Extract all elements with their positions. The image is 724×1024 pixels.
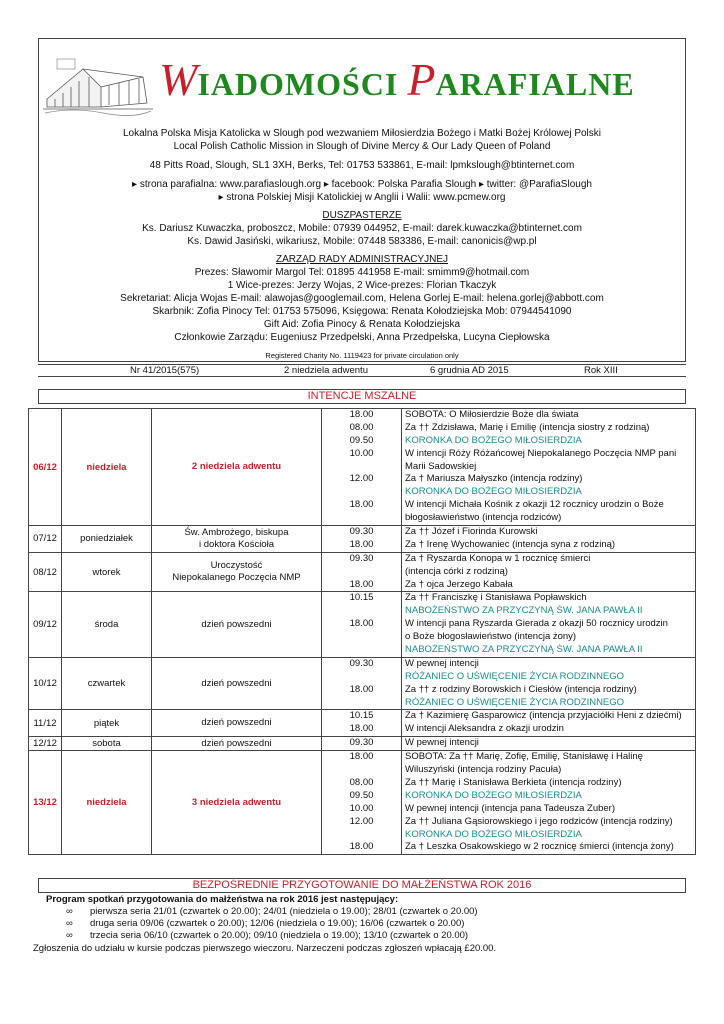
times-cell	[322, 710, 402, 737]
intention-line: W pewnej intencji	[405, 657, 479, 669]
mass-time: 09.30	[349, 552, 374, 564]
mass-time: 10.15	[349, 592, 374, 604]
date-cell	[29, 657, 62, 710]
date-text: 11/12	[33, 717, 57, 729]
infinity-bullet-icon: ∞	[66, 918, 73, 930]
table-row	[29, 552, 696, 592]
weekday-text: środa	[94, 619, 119, 631]
charity-number: Registered Charity No. 1119423 for private circulation only	[265, 351, 459, 360]
mass-time	[322, 486, 401, 499]
date-cell	[29, 526, 62, 553]
table-row	[29, 710, 696, 737]
date-text: 10/12	[33, 678, 57, 690]
intention-line: NABOŻEŃSTWO ZA PRZYCZYNĄ ŚW. JANA PAWŁA II	[405, 605, 643, 617]
intention-line: Za † Mariusza Małyszko (intencja rodziny)	[405, 473, 583, 485]
issue-year: Rok XIII	[584, 365, 618, 376]
masses-heading: INTENCJE MSZALNE	[38, 389, 686, 404]
mass-time: 09.30	[349, 526, 374, 538]
table-row	[29, 409, 696, 526]
intentions-cell	[402, 657, 696, 710]
table-row	[29, 657, 696, 710]
mass-time: 09.30	[349, 657, 374, 669]
feast-text: dzień powszedni	[201, 618, 272, 630]
intentions-cell	[402, 592, 696, 657]
feast-cell	[152, 552, 322, 592]
intention-line: Wiluszyński (intencja rodziny Pacuła)	[405, 764, 562, 776]
mass-time: 12.00	[349, 815, 374, 827]
intention-line: RÓŻANIEC O UŚWIĘCENIE ŻYCIA RODZINNEGO	[405, 696, 625, 708]
intention-line: Za † Kazimierę Gasparowicz (intencja przyjaciółki Heni z dziećmi)	[405, 710, 682, 722]
weekday-text: niedziela	[86, 461, 127, 473]
times-cell	[322, 592, 402, 657]
intentions-cell	[402, 552, 696, 592]
mass-time: 18.00	[349, 683, 374, 695]
times-cell	[322, 657, 402, 710]
feast-text: dzień powszedni	[201, 737, 272, 749]
intentions-cell	[402, 751, 696, 855]
mass-time: 08.00	[349, 421, 374, 433]
marriage-intro: Program spotkań przygotowania do małżeństwa na rok 2016 jest następujący:	[46, 894, 399, 905]
intention-line: W pewnej intencji	[405, 737, 479, 749]
table-row	[29, 751, 696, 855]
mass-time: 18.00	[349, 723, 374, 735]
mass-time	[322, 631, 401, 644]
mass-time	[322, 461, 401, 474]
intentions-cell	[402, 526, 696, 553]
weekday-cell	[62, 552, 152, 592]
list-item: ∞ pierwsza seria 21/01 (czwartek o 20.00); 24/01 (niedziela o 19.00); 28/01 (czwartek o 20.00)	[66, 906, 478, 917]
date-cell	[29, 710, 62, 737]
issue-number: Nr 41/2015(575)	[130, 365, 200, 376]
mass-time	[322, 566, 401, 579]
mass-time: 09.50	[349, 789, 374, 801]
list-item: ∞ druga seria 09/06 (czwartek o 20.00); 12/06 (niedziela o 19.00); 16/06 (czwartek o 20.00)	[66, 918, 465, 930]
parish-links[interactable]: ▸ strona parafialna: www.parafiaslough.org ▸ facebook: Polska Parafia Slough ▸ twitter: @ParafiaSlough	[132, 179, 592, 190]
mass-time: 18.00	[349, 499, 374, 511]
issue-sunday: 2 niedziela adwentu	[284, 365, 368, 376]
list-item: ∞ trzecia seria 06/10 (czwartek o 20.00); 09/10 (niedziela o 19.00); 13/10 (czwartek o 20.00)	[66, 930, 469, 942]
mass-time	[322, 671, 401, 684]
issue-date: 6 grudnia AD 2015	[430, 365, 509, 376]
feast-text: dzień powszedni	[201, 677, 272, 689]
board-giftaid: Gift Aid: Zofia Pinocy & Renata Kołodziejska	[263, 319, 461, 330]
feast-cell	[152, 592, 322, 657]
weekday-cell	[62, 737, 152, 751]
marriage-heading: BEZPOŚREDNIE PRZYGOTOWANIE DO MAŁŻEŃSTWA ROK 2016	[38, 878, 686, 893]
intention-line: Za †† z rodziny Borowskich i Ciesłów (intencja rodziny)	[405, 683, 637, 695]
board-members: Członkowie Zarządu: Eugeniusz Przedpełski, Anna Przedpełska, Lucyna Ciepłowska	[174, 332, 550, 343]
intention-line: błogosławieństwo (intencja rodziców)	[405, 512, 562, 524]
date-text: 08/12	[33, 566, 57, 578]
mass-time: 12.00	[349, 473, 374, 485]
feast-cell	[152, 751, 322, 855]
mass-time	[322, 764, 401, 777]
date-cell	[29, 737, 62, 751]
intention-line: o Boże błogosławieństwo (intencja żony)	[405, 631, 577, 643]
clergy-pastor: Ks. Dariusz Kuwaczka, proboszcz, Mobile: 07939 044952, E-mail: darek.kuwaczka@btinternet.com	[142, 223, 582, 234]
weekday-text: niedziela	[86, 797, 127, 809]
mass-time	[322, 697, 401, 710]
feast-text: i doktora Kościoła	[199, 538, 274, 550]
date-cell	[29, 409, 62, 526]
mass-time	[322, 829, 401, 842]
mass-time: 10.00	[349, 802, 374, 814]
feast-text: 3 niedziela adwentu	[191, 796, 282, 808]
intention-line: KORONKA DO BOŻEGO MIŁOSIERDZIA	[405, 434, 582, 446]
date-cell	[29, 751, 62, 855]
intention-line: W intencji pana Ryszarda Gierada z okazji 50 rocznicy urodzin	[405, 618, 668, 630]
intention-line: (intencja córki z rodziną)	[405, 565, 508, 577]
intention-line: Za † Ryszarda Konopa w 1 rocznicę śmierci	[405, 552, 591, 564]
infinity-bullet-icon: ∞	[66, 906, 73, 917]
intentions-cell	[402, 710, 696, 737]
intention-line: SOBOTA: O Miłosierdzie Boże dla świata	[405, 409, 579, 420]
board-secretary: Sekretariat: Alicja Wojas E-mail: alawojas@googlemail.com, Helena Gorlej E-mail: helena.gorlej@abbott.com	[120, 293, 604, 304]
intention-line: Za † Leszka Osakowskiego w 2 rocznicę śmierci (intencja żony)	[405, 841, 674, 853]
feast-cell	[152, 526, 322, 553]
weekday-text: poniedziałek	[80, 533, 133, 545]
intention-line: Za †† Józef i Fiorinda Kurowski	[405, 526, 538, 538]
newsletter-title: WIADOMOŚCI PARAFIALNE	[159, 54, 635, 105]
mass-time: 18.00	[349, 409, 374, 420]
mass-time	[322, 644, 401, 657]
board-heading: ZARZĄD RADY ADMINISTRACYJNEJ	[275, 254, 449, 265]
issue-bar	[38, 364, 686, 377]
weekday-cell	[62, 657, 152, 710]
weekday-cell	[62, 592, 152, 657]
mass-time: 09.30	[349, 737, 374, 749]
times-cell	[322, 552, 402, 592]
mass-time: 10.00	[349, 447, 374, 459]
date-text: 07/12	[33, 533, 57, 545]
intention-line: Za †† Marię i Stanisława Berkieta (intencja rodziny)	[405, 776, 622, 788]
feast-text: 2 niedziela adwentu	[191, 461, 282, 472]
feast-text: Niepokalanego Poczęcia NMP	[172, 572, 301, 584]
date-text: 09/12	[33, 619, 57, 631]
clergy-vicar: Ks. Dawid Jasiński, wikariusz, Mobile: 07448 583386, E-mail: canonicis@wp.pl	[187, 236, 537, 247]
times-cell	[322, 737, 402, 751]
mass-time	[322, 605, 401, 618]
intention-line: RÓŻANIEC O UŚWIĘCENIE ŻYCIA RODZINNEGO	[405, 670, 625, 682]
parish-address: 48 Pitts Road, Slough, SL1 3XH, Berks, Tel: 01753 533861, E-mail: lpmkslough@btinternet.com	[149, 160, 575, 171]
intentions-cell	[402, 409, 696, 526]
intention-line: Marii Sadowskiej	[405, 460, 477, 472]
intentions-cell	[402, 737, 696, 751]
clergy-heading: DUSZPASTERZE	[322, 210, 402, 221]
weekday-text: sobota	[92, 738, 121, 750]
infinity-bullet-icon: ∞	[66, 930, 73, 942]
date-text: 06/12	[33, 461, 57, 473]
weekday-cell	[62, 710, 152, 737]
weekday-text: czwartek	[87, 678, 126, 690]
intention-line: Za † ojca Jerzego Kabała	[405, 578, 513, 590]
mass-time	[322, 512, 401, 525]
mass-intentions-table	[28, 408, 696, 855]
marriage-program	[33, 894, 686, 955]
mass-time: 10.15	[349, 710, 374, 722]
weekday-cell	[62, 526, 152, 553]
table-row	[29, 737, 696, 751]
intention-line: Za †† Franciszkę i Stanisława Popławskich	[405, 592, 587, 604]
mass-time: 18.00	[349, 578, 374, 590]
weekday-cell	[62, 751, 152, 855]
intention-line: W intencji Michała Kośnik z okazji 12 rocznicy urodzin o Boże	[405, 499, 664, 511]
date-text: 13/12	[33, 797, 57, 809]
intention-line: Za †† Zdzisława, Marię i Emilię (intencja siostry z rodziną)	[405, 421, 650, 433]
intention-line: Za † Irenę Wychowaniec (intencja syna z rodziną)	[405, 538, 616, 550]
mass-time: 18.00	[349, 751, 374, 763]
subtitle-en: Local Polish Catholic Mission in Slough of Divine Mercy & Our Lady Queen of Poland	[173, 141, 551, 152]
feast-text: Uroczystość	[210, 560, 263, 572]
feast-text: Św. Ambrożego, biskupa	[184, 526, 289, 538]
intention-line: KORONKA DO BOŻEGO MIŁOSIERDZIA	[405, 828, 582, 840]
marriage-note: Zgłoszenia do udziału w kursie podczas pierwszego wieczoru. Narzeczeni podczas zgłoszeń wpłacają £20.00.	[33, 942, 497, 954]
weekday-text: wtorek	[92, 566, 121, 578]
mass-time: 18.00	[349, 538, 374, 550]
table-row	[29, 592, 696, 657]
times-cell	[322, 751, 402, 855]
intention-line: W intencji Róży Różańcowej Niepokalanego Poczęcia NMP pani	[405, 447, 677, 459]
mass-time: 18.00	[349, 618, 374, 630]
board-president: Prezes: Sławomir Margol Tel: 01895 441958 E-mail: smimm9@hotmail.com	[194, 267, 530, 278]
intention-line: W intencji Aleksandra z okazji urodzin	[405, 723, 564, 735]
times-cell	[322, 526, 402, 553]
subtitle-pl: Lokalna Polska Misja Katolicka w Slough pod wezwaniem Miłosierdzia Bożego i Matki Bożej Królowej Polski	[123, 128, 601, 139]
date-cell	[29, 592, 62, 657]
feast-text: dzień powszedni	[201, 717, 272, 729]
weekday-cell	[62, 409, 152, 526]
intention-line: W pewnej intencji (intencja pana Tadeusza Zuber)	[405, 802, 615, 814]
feast-cell	[152, 657, 322, 710]
date-text: 12/12	[33, 738, 57, 750]
table-row	[29, 526, 696, 553]
weekday-text: piątek	[93, 717, 120, 729]
times-cell	[322, 409, 402, 526]
intention-line: Za †† Juliana Gąsiorowskiego i jego rodziców (intencja rodziny)	[405, 815, 673, 827]
mass-time: 18.00	[349, 841, 374, 853]
masthead	[38, 38, 686, 362]
church-logo	[43, 47, 153, 117]
board-vice: 1 Wice-prezes: Jerzy Wojas, 2 Wice-prezes: Florian Tkaczyk	[227, 280, 497, 291]
date-cell	[29, 552, 62, 592]
intention-line: SOBOTA: Za †† Marię, Zofię, Emilię, Stanisławę i Halinę	[405, 751, 643, 763]
mission-link[interactable]: ▸ strona Polskiej Misji Katolickiej w Anglii i Walii: www.pcmew.org	[218, 192, 506, 203]
feast-cell	[152, 409, 322, 526]
feast-cell	[152, 737, 322, 751]
mass-time: 08.00	[349, 776, 374, 788]
mass-time: 09.50	[349, 434, 374, 446]
intention-line: KORONKA DO BOŻEGO MIŁOSIERDZIA	[405, 486, 582, 498]
board-treasurer: Skarbnik: Zofia Pinocy Tel: 01753 575096, Księgowa: Renata Kołodziejska Mob: 07944541090	[152, 306, 572, 317]
intention-line: KORONKA DO BOŻEGO MIŁOSIERDZIA	[405, 789, 582, 801]
feast-cell	[152, 710, 322, 737]
intention-line: NABOŻEŃSTWO ZA PRZYCZYNĄ ŚW. JANA PAWŁA II	[405, 644, 643, 656]
